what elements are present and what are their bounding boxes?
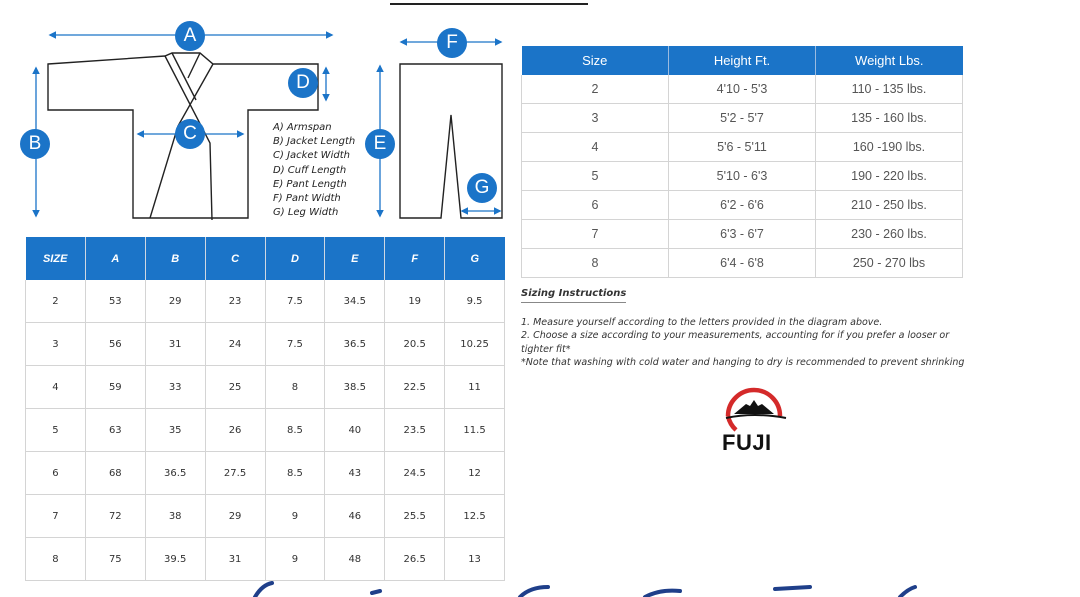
legend-item: G) Leg Width — [273, 207, 339, 219]
cell: 12 — [445, 452, 505, 495]
cell: 25 — [205, 366, 265, 409]
table-row — [26, 323, 505, 366]
table-row — [522, 162, 963, 191]
cell: 31 — [145, 323, 205, 366]
cell: 11 — [445, 366, 505, 409]
col-header-f: F — [385, 237, 445, 280]
sizing-instructions — [521, 316, 981, 369]
cell: 23 — [205, 280, 265, 323]
cropped-decorative-strokes — [0, 575, 1080, 597]
cell: 63 — [85, 409, 145, 452]
cell: 72 — [85, 495, 145, 538]
cell: 8 — [265, 366, 325, 409]
cell: 5'10 - 6'3 — [669, 162, 816, 191]
cell: 68 — [85, 452, 145, 495]
cell: 75 — [85, 538, 145, 581]
cell: 29 — [205, 495, 265, 538]
cell: 23.5 — [385, 409, 445, 452]
badge-c: C — [175, 119, 205, 149]
cell: 2 — [522, 75, 669, 104]
table-row — [522, 133, 963, 162]
cell: 36.5 — [145, 452, 205, 495]
cell: 26.5 — [385, 538, 445, 581]
cell: 9 — [265, 495, 325, 538]
cell: 22.5 — [385, 366, 445, 409]
table-row — [522, 104, 963, 133]
cell: 6'4 - 6'8 — [669, 249, 816, 278]
cell: 46 — [325, 495, 385, 538]
cell: 26 — [205, 409, 265, 452]
cell: 4'10 - 5'3 — [669, 75, 816, 104]
size-diagram — [0, 0, 520, 235]
cell: 29 — [145, 280, 205, 323]
cell: 6'2 - 6'6 — [669, 191, 816, 220]
legend-item: E) Pant Length — [273, 178, 347, 190]
cell: 59 — [85, 366, 145, 409]
legend-item: B) Jacket Length — [273, 136, 356, 148]
badge-f: F — [437, 28, 467, 58]
cell: 3 — [26, 323, 86, 366]
cell: 110 - 135 lbs. — [816, 75, 963, 104]
instruction-line: *Note that washing with cold water and hanging to dry is recommended to prevent shrinking — [521, 356, 965, 368]
cell: 43 — [325, 452, 385, 495]
cell: 8.5 — [265, 409, 325, 452]
cell: 230 - 260 lbs. — [816, 220, 963, 249]
cell: 210 - 250 lbs. — [816, 191, 963, 220]
col-header-weight: Weight Lbs. — [816, 46, 963, 75]
size-height-weight-table — [521, 46, 963, 278]
cell: 5 — [522, 162, 669, 191]
cell: 6'3 - 6'7 — [669, 220, 816, 249]
badge-a: A — [175, 21, 205, 51]
cell: 53 — [85, 280, 145, 323]
legend-item: F) Pant Width — [273, 193, 341, 205]
cell: 48 — [325, 538, 385, 581]
size-header-row — [522, 46, 963, 75]
cell: 56 — [85, 323, 145, 366]
cell: 25.5 — [385, 495, 445, 538]
legend-item: C) Jacket Width — [273, 150, 350, 162]
cell: 6 — [522, 191, 669, 220]
cell: 190 - 220 lbs. — [816, 162, 963, 191]
cell: 7.5 — [265, 280, 325, 323]
cell: 10.25 — [445, 323, 505, 366]
legend-item: D) Cuff Length — [273, 164, 347, 176]
cell: 4 — [26, 366, 86, 409]
badge-e: E — [365, 129, 395, 159]
cell: 35 — [145, 409, 205, 452]
cell: 38.5 — [325, 366, 385, 409]
cell: 9.5 — [445, 280, 505, 323]
sizing-instructions-heading: Sizing Instructions — [521, 288, 626, 303]
table-row — [26, 452, 505, 495]
col-header-g: G — [445, 237, 505, 280]
cell: 24.5 — [385, 452, 445, 495]
cell: 5'6 - 5'11 — [669, 133, 816, 162]
diagram-legend — [273, 121, 355, 220]
cell: 9 — [265, 538, 325, 581]
col-header-c: C — [205, 237, 265, 280]
cell: 6 — [26, 452, 86, 495]
cell: 27.5 — [205, 452, 265, 495]
cell: 7.5 — [265, 323, 325, 366]
badge-b: B — [20, 129, 50, 159]
cell: 38 — [145, 495, 205, 538]
cell: 160 -190 lbs. — [816, 133, 963, 162]
cell: 135 - 160 lbs. — [816, 104, 963, 133]
table-row — [26, 366, 505, 409]
cell: 3 — [522, 104, 669, 133]
badge-d: D — [288, 68, 318, 98]
cell: 39.5 — [145, 538, 205, 581]
instruction-line: 2. Choose a size according to your measurements, accounting for if you prefer a looser or tighter fit* — [521, 330, 950, 355]
cell: 7 — [26, 495, 86, 538]
col-header-d: D — [265, 237, 325, 280]
cell: 250 - 270 lbs — [816, 249, 963, 278]
cell: 20.5 — [385, 323, 445, 366]
cell: 8 — [522, 249, 669, 278]
col-header-height: Height Ft. — [669, 46, 816, 75]
table-row — [522, 249, 963, 278]
cell: 19 — [385, 280, 445, 323]
instruction-line: 1. Measure yourself according to the letters provided in the diagram above. — [521, 317, 883, 328]
fuji-logo-text: FUJI — [722, 430, 772, 455]
cell: 8 — [26, 538, 86, 581]
cell: 7 — [522, 220, 669, 249]
cell: 11.5 — [445, 409, 505, 452]
col-header-size: Size — [522, 46, 669, 75]
cell: 31 — [205, 538, 265, 581]
cell: 34.5 — [325, 280, 385, 323]
cell: 24 — [205, 323, 265, 366]
cell: 4 — [522, 133, 669, 162]
table-row — [522, 191, 963, 220]
col-header-e: E — [325, 237, 385, 280]
measurement-header-row — [26, 237, 505, 280]
badge-g: G — [467, 173, 497, 203]
cell: 5 — [26, 409, 86, 452]
table-row — [26, 280, 505, 323]
cell: 5'2 - 5'7 — [669, 104, 816, 133]
table-row — [26, 495, 505, 538]
cell: 36.5 — [325, 323, 385, 366]
cell: 40 — [325, 409, 385, 452]
col-header-size: SIZE — [26, 237, 86, 280]
cell: 8.5 — [265, 452, 325, 495]
table-row — [522, 75, 963, 104]
cell: 2 — [26, 280, 86, 323]
table-row — [26, 409, 505, 452]
col-header-b: B — [145, 237, 205, 280]
cell: 33 — [145, 366, 205, 409]
legend-item: A) Armspan — [273, 122, 332, 133]
cell: 12.5 — [445, 495, 505, 538]
cell: 13 — [445, 538, 505, 581]
col-header-a: A — [85, 237, 145, 280]
measurement-table — [25, 237, 505, 581]
table-row — [522, 220, 963, 249]
